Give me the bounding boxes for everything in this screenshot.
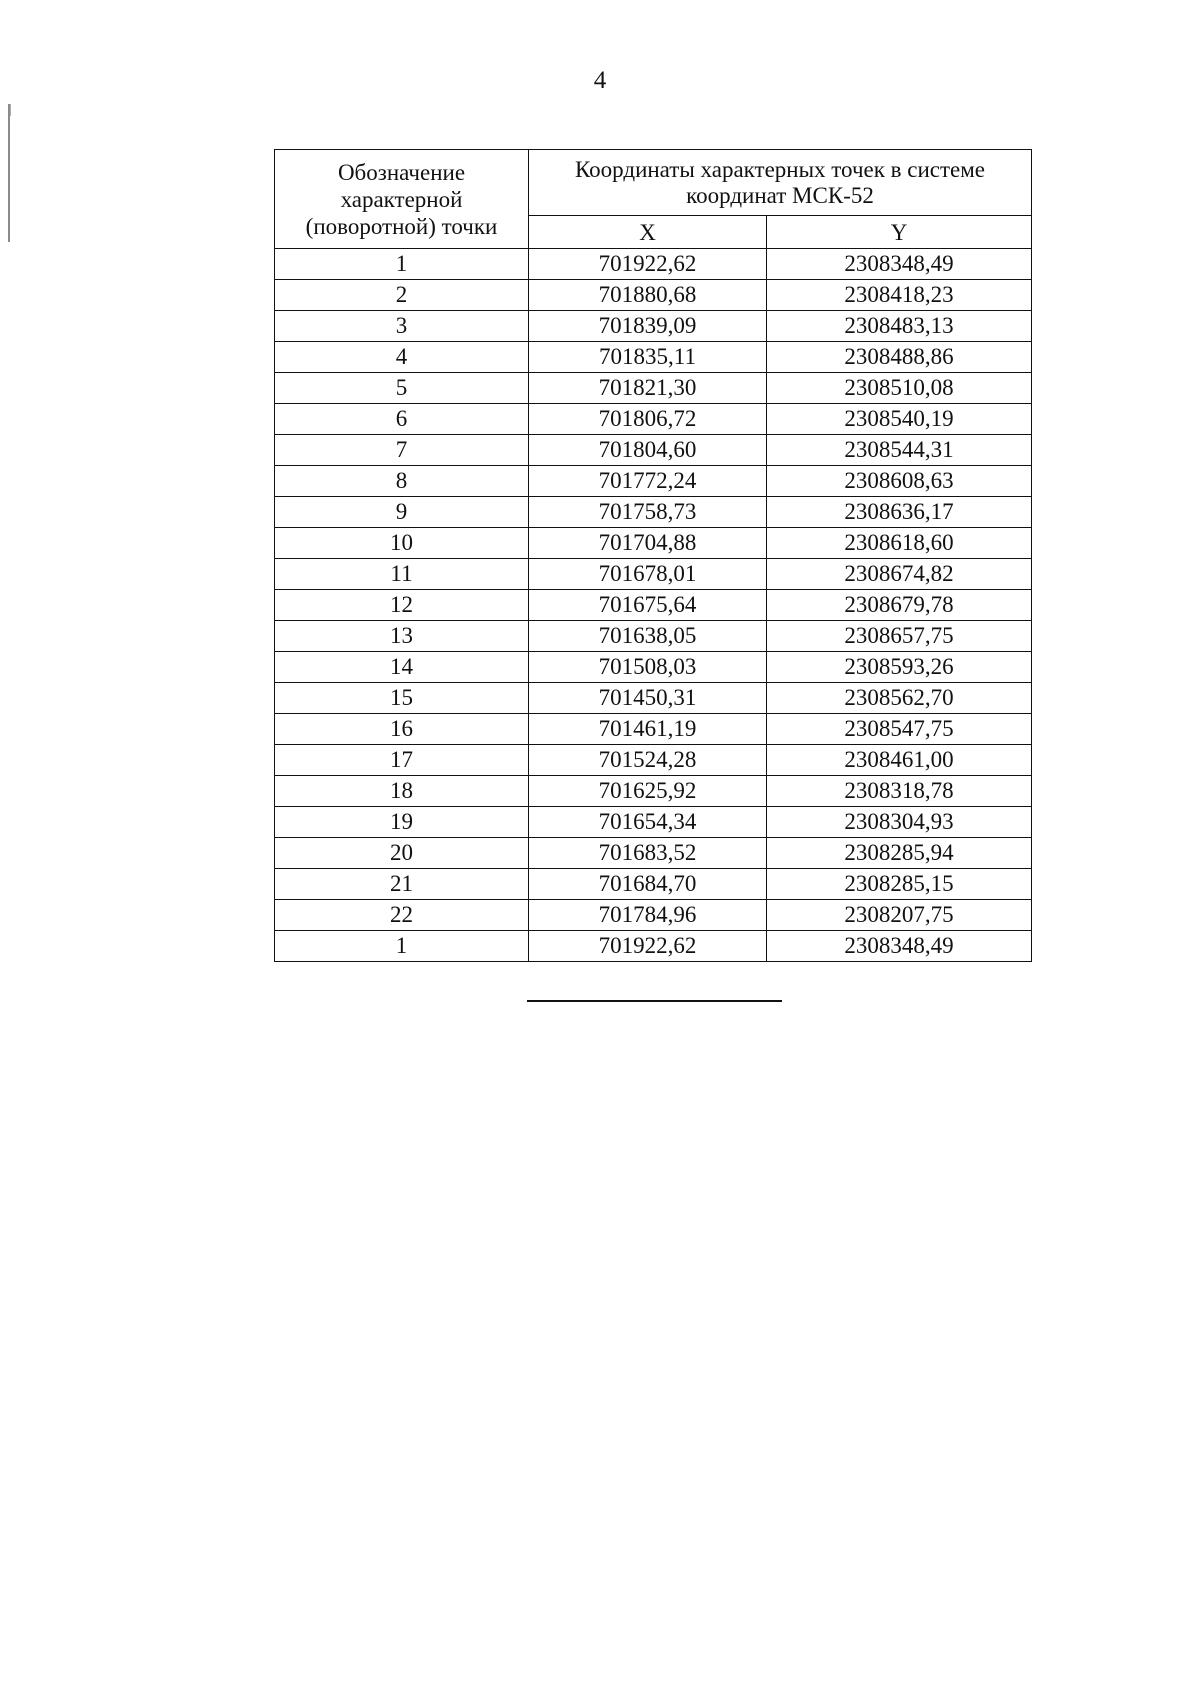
y-coordinate-cell: 2308285,15: [767, 869, 1032, 900]
scan-edge-mark: [8, 104, 10, 242]
x-coordinate-cell: 701638,05: [529, 621, 767, 652]
table-row: [275, 280, 1032, 311]
point-cell: 20: [275, 838, 529, 869]
end-rule-divider: [527, 1000, 782, 1002]
x-coordinate-cell: 701450,31: [529, 683, 767, 714]
point-column-header: Обозначение характерной (поворотной) точки: [275, 150, 529, 249]
x-coordinate-cell: 701772,24: [529, 466, 767, 497]
table-row: [275, 373, 1032, 404]
table-row: [275, 652, 1032, 683]
table-row: [275, 590, 1032, 621]
point-cell: 12: [275, 590, 529, 621]
x-coordinate-cell: 701922,62: [529, 249, 767, 280]
point-cell: 14: [275, 652, 529, 683]
x-coordinate-cell: 701922,62: [529, 931, 767, 962]
y-coordinate-cell: 2308618,60: [767, 528, 1032, 559]
x-coordinate-cell: 701704,88: [529, 528, 767, 559]
y-coordinate-cell: 2308285,94: [767, 838, 1032, 869]
point-cell: 10: [275, 528, 529, 559]
point-cell: 15: [275, 683, 529, 714]
coordinates-table: [274, 149, 1032, 962]
point-cell: 18: [275, 776, 529, 807]
y-coordinate-cell: 2308418,23: [767, 280, 1032, 311]
table-row: [275, 838, 1032, 869]
x-coordinate-cell: 701758,73: [529, 497, 767, 528]
point-cell: 2: [275, 280, 529, 311]
y-coordinate-cell: 2308318,78: [767, 776, 1032, 807]
x-coordinate-cell: 701678,01: [529, 559, 767, 590]
y-column-header: Y: [767, 216, 1032, 249]
x-coordinate-cell: 701675,64: [529, 590, 767, 621]
y-coordinate-cell: 2308562,70: [767, 683, 1032, 714]
point-cell: 5: [275, 373, 529, 404]
x-coordinate-cell: 701839,09: [529, 311, 767, 342]
table-row: [275, 900, 1032, 931]
y-coordinate-cell: 2308544,31: [767, 435, 1032, 466]
y-coordinate-cell: 2308657,75: [767, 621, 1032, 652]
y-coordinate-cell: 2308636,17: [767, 497, 1032, 528]
table-row: [275, 404, 1032, 435]
table-row: [275, 807, 1032, 838]
table-row: [275, 311, 1032, 342]
y-coordinate-cell: 2308348,49: [767, 931, 1032, 962]
point-cell: 19: [275, 807, 529, 838]
x-coordinate-cell: 701508,03: [529, 652, 767, 683]
y-coordinate-cell: 2308488,86: [767, 342, 1032, 373]
point-cell: 21: [275, 869, 529, 900]
point-cell: 8: [275, 466, 529, 497]
table-row: [275, 745, 1032, 776]
point-cell: 7: [275, 435, 529, 466]
x-coordinate-cell: 701806,72: [529, 404, 767, 435]
x-column-header: X: [529, 216, 767, 249]
y-coordinate-cell: 2308207,75: [767, 900, 1032, 931]
table-row: [275, 497, 1032, 528]
table-row: [275, 528, 1032, 559]
x-coordinate-cell: 701461,19: [529, 714, 767, 745]
table-row: [275, 249, 1032, 280]
table-row: [275, 869, 1032, 900]
table-header: [275, 150, 1032, 249]
x-coordinate-cell: 701835,11: [529, 342, 767, 373]
coordinates-column-header: Координаты характерных точек в системе координат МСК-52: [529, 150, 1032, 216]
table-row: [275, 559, 1032, 590]
page-number: 4: [593, 67, 607, 94]
table-row: [275, 466, 1032, 497]
table-row: [275, 776, 1032, 807]
table-body: [275, 249, 1032, 962]
table-row: [275, 342, 1032, 373]
point-cell: 1: [275, 249, 529, 280]
x-coordinate-cell: 701784,96: [529, 900, 767, 931]
y-coordinate-cell: 2308348,49: [767, 249, 1032, 280]
x-coordinate-cell: 701654,34: [529, 807, 767, 838]
x-coordinate-cell: 701804,60: [529, 435, 767, 466]
table-row: [275, 714, 1032, 745]
point-cell: 3: [275, 311, 529, 342]
x-coordinate-cell: 701683,52: [529, 838, 767, 869]
y-coordinate-cell: 2308547,75: [767, 714, 1032, 745]
y-coordinate-cell: 2308483,13: [767, 311, 1032, 342]
x-coordinate-cell: 701625,92: [529, 776, 767, 807]
x-coordinate-cell: 701524,28: [529, 745, 767, 776]
point-cell: 13: [275, 621, 529, 652]
point-cell: 16: [275, 714, 529, 745]
point-cell: 9: [275, 497, 529, 528]
x-coordinate-cell: 701821,30: [529, 373, 767, 404]
y-coordinate-cell: 2308674,82: [767, 559, 1032, 590]
y-coordinate-cell: 2308461,00: [767, 745, 1032, 776]
table-row: [275, 931, 1032, 962]
scan-edge-mark-small: [10, 104, 11, 116]
point-cell: 6: [275, 404, 529, 435]
point-cell: 17: [275, 745, 529, 776]
y-coordinate-cell: 2308608,63: [767, 466, 1032, 497]
y-coordinate-cell: 2308540,19: [767, 404, 1032, 435]
x-coordinate-cell: 701684,70: [529, 869, 767, 900]
point-cell: 1: [275, 931, 529, 962]
point-cell: 11: [275, 559, 529, 590]
y-coordinate-cell: 2308679,78: [767, 590, 1032, 621]
y-coordinate-cell: 2308593,26: [767, 652, 1032, 683]
y-coordinate-cell: 2308304,93: [767, 807, 1032, 838]
table-row: [275, 435, 1032, 466]
y-coordinate-cell: 2308510,08: [767, 373, 1032, 404]
x-coordinate-cell: 701880,68: [529, 280, 767, 311]
point-cell: 22: [275, 900, 529, 931]
point-cell: 4: [275, 342, 529, 373]
table-row: [275, 683, 1032, 714]
table-row: [275, 621, 1032, 652]
